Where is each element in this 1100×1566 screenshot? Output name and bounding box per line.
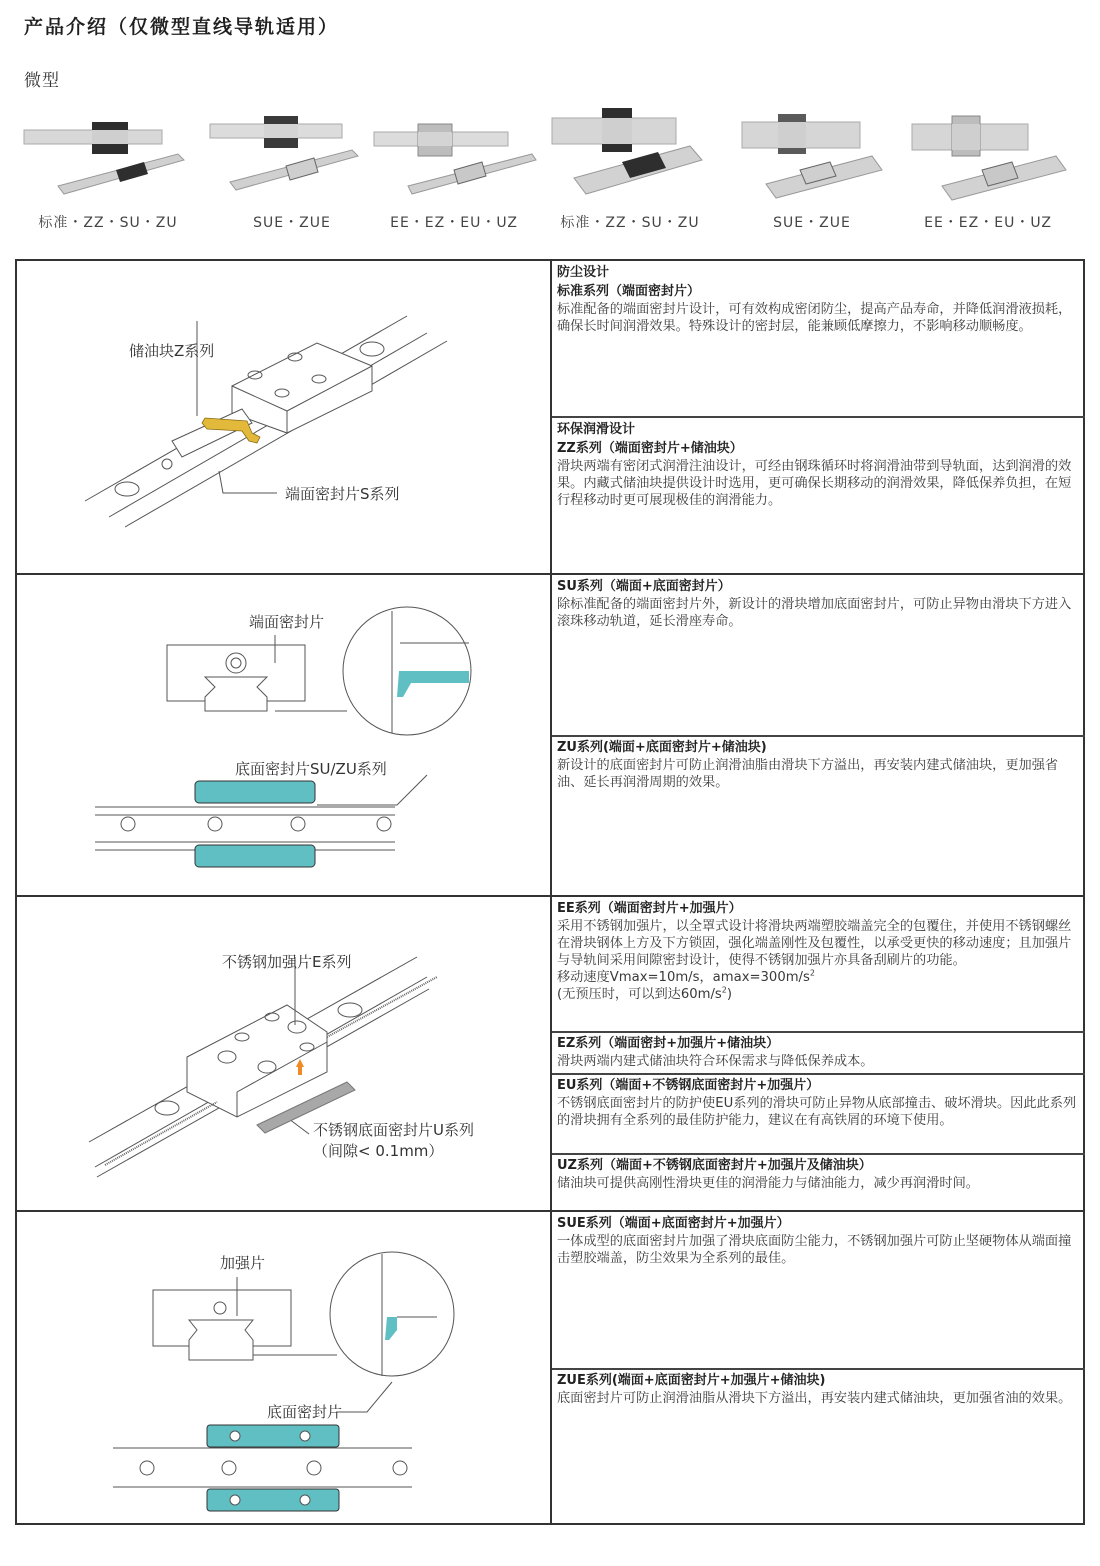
rail-block-exploded-diagram [17,261,550,573]
speed-spec [557,969,1083,986]
product-photo [202,94,382,204]
figure-reinforcement-plate [17,1212,550,1525]
product-label: 标准・ZZ・SU・ZU [560,215,700,231]
speed-note-text: (无预压时，可以到达60m/s [557,987,722,1002]
section-subtitle: 微型 [24,71,60,91]
bottom-seal-bottom [195,845,315,867]
product-label: 标准・ZZ・SU・ZU [38,215,178,231]
product-label: SUE・ZUE [253,215,331,231]
section-body: 新设计的底面密封片可防止润滑油脂由滑块下方溢出，再安装内建式储油块，更加强省油、延长再润滑周期的效果。 [557,758,1059,790]
product-label: EE・EZ・EU・UZ [390,215,518,231]
product-photo [18,94,198,204]
section-body: 底面密封片可防止润滑油脂从滑块下方溢出，再安装内建式储油块，更加强省油的效果。 [557,1391,1072,1406]
bottom-seal-top [195,781,315,803]
product-photo [364,94,544,204]
row-divider [552,1368,1085,1370]
figure-stainless-plate [17,897,550,1210]
section-body: 储油块可提供高刚性滑块更佳的润滑能力与储油能力，减少再润滑时间。 [557,1176,979,1191]
section-body: 一体成型的底面密封片加强了滑块底面防尘能力，不锈钢加强片可防止坚硬物体从端面撞击塑胶端盖，防尘效果为全系列的最佳。 [557,1234,1072,1266]
reinforcement-plate-diagram [17,1212,550,1525]
section-ez [555,1034,1085,1070]
superscript: 2 [809,968,815,978]
speed-spec-vmax: 移动速度Vmax=10m/s，amax=300m/s [557,970,810,985]
section-heading: ZZ系列（端面密封片+储油块） [557,441,743,456]
row-divider [552,1031,1085,1033]
figure-bottom-seal-su [17,575,550,895]
section-heading: SUE系列（端面+底面密封片+加强片） [557,1216,790,1231]
bottom-seal-bottom [207,1489,339,1511]
section-ee [555,899,1085,1003]
section-heading: SU系列（端面+底面密封片） [557,579,731,594]
product-photo [540,94,720,204]
column-divider [550,261,552,1523]
section-heading: EZ系列（端面密封+加强片+储油块） [557,1036,780,1051]
label-reinforcement-plate: 加强片 [220,1254,266,1272]
section-heading: 标准系列（端面密封片） [557,284,701,299]
product-image-1 [18,94,198,239]
feature-table [15,259,1085,1525]
product-photo [722,94,902,204]
bottom-seal-diagram [17,575,550,895]
section-zz [555,420,1085,509]
speed-note-close: ) [726,987,733,1002]
superscript: 2 [721,985,727,995]
product-image-3 [364,94,544,239]
section-body: 不锈钢底面密封片的防护使EU系列的滑块可防止异物从底部撞击、破坏滑块。因此此系列的滑块拥有全系列的最佳防护能力，建议在有高铁屑的环境下使用。 [557,1096,1077,1128]
bottom-seal-top [207,1425,339,1447]
section-zue [555,1371,1085,1407]
section-heading: ZU系列(端面+底面密封片+储油块) [557,740,767,755]
label-stainless-bottom-u: 不锈钢底面密封片U系列 [313,1121,474,1139]
section-uz [555,1156,1085,1192]
product-image-4 [540,94,720,239]
section-eu [555,1076,1085,1129]
label-bottom-seal: 底面密封片 [267,1403,343,1421]
section-category: 环保润滑设计 [557,422,636,437]
product-label: SUE・ZUE [773,215,851,231]
speed-spec-note [557,986,1083,1003]
section-body: 标准配备的端面密封片设计，可有效构成密闭防尘，提高产品寿命，并降低润滑液损耗，确保长时间润滑效果。特殊设计的密封层，能兼顾低摩擦力，不影响移动顺畅度。 [557,302,1072,334]
stainless-plate-diagram [17,897,550,1210]
section-heading: EU系列（端面+不锈钢底面密封片+加强片） [557,1078,820,1093]
section-zu [555,738,1085,791]
product-image-2 [202,94,382,239]
product-label: EE・EZ・EU・UZ [924,215,1052,231]
section-heading: ZUE系列(端面+底面密封片+加强片+储油块) [557,1373,826,1388]
label-end-seal: 端面密封片 [249,613,325,631]
section-sue [555,1214,1085,1267]
section-body: 除标准配备的端面密封片外，新设计的滑块增加底面密封片，可防止异物由滑块下方进入滚珠移动轨道，延长滑座寿命。 [557,597,1072,629]
row-divider [552,735,1085,737]
section-heading: UZ系列（端面+不锈钢底面密封片+加强片及储油块） [557,1158,872,1173]
label-gap: （间隙< 0.1mm） [313,1142,444,1160]
label-bottom-seal-su-zu: 底面密封片SU/ZU系列 [235,760,387,778]
section-heading: EE系列（端面密封片+加强片） [557,901,742,916]
section-category: 防尘设计 [557,265,610,280]
product-image-6 [898,94,1078,239]
label-oil-block: 储油块Z系列 [129,342,215,360]
page-title: 产品介绍（仅微型直线导轨适用） [24,16,340,38]
section-standard [555,263,1085,335]
section-body: 滑块两端内建式储油块符合环保需求与降低保养成本。 [557,1054,874,1069]
row-divider [552,1073,1085,1075]
row-divider [552,1153,1085,1155]
section-body: 滑块两端有密闭式润滑注油设计，可经由钢珠循环时将润滑油带到导轨面，达到润滑的效果。内藏式储油块提供设计时选用，更可确保长期移动的润滑效果，降低保养负担，在短行程移动时更可展现极佳的润滑能力。 [557,459,1072,508]
section-su [555,577,1085,630]
label-stainless-plate-e: 不锈钢加强片E系列 [222,953,352,971]
figure-oil-block-seal [17,261,550,573]
product-photo [898,94,1078,204]
label-end-seal-s: 端面密封片S系列 [285,485,400,503]
row-divider [552,416,1085,418]
product-image-5 [722,94,902,239]
section-body: 采用不锈钢加强片，以全罩式设计将滑块两端塑胶端盖完全的包覆住，并使用不锈钢螺丝在滑块钢体上方及下方锁固，强化端盖刚性及包覆性，以承受更快的移动速度；且加强片与导轨间采用间隙密封设计，使得不锈钢加强片亦具备刮刷片的功能。 [557,919,1072,968]
product-gallery [0,94,1100,239]
